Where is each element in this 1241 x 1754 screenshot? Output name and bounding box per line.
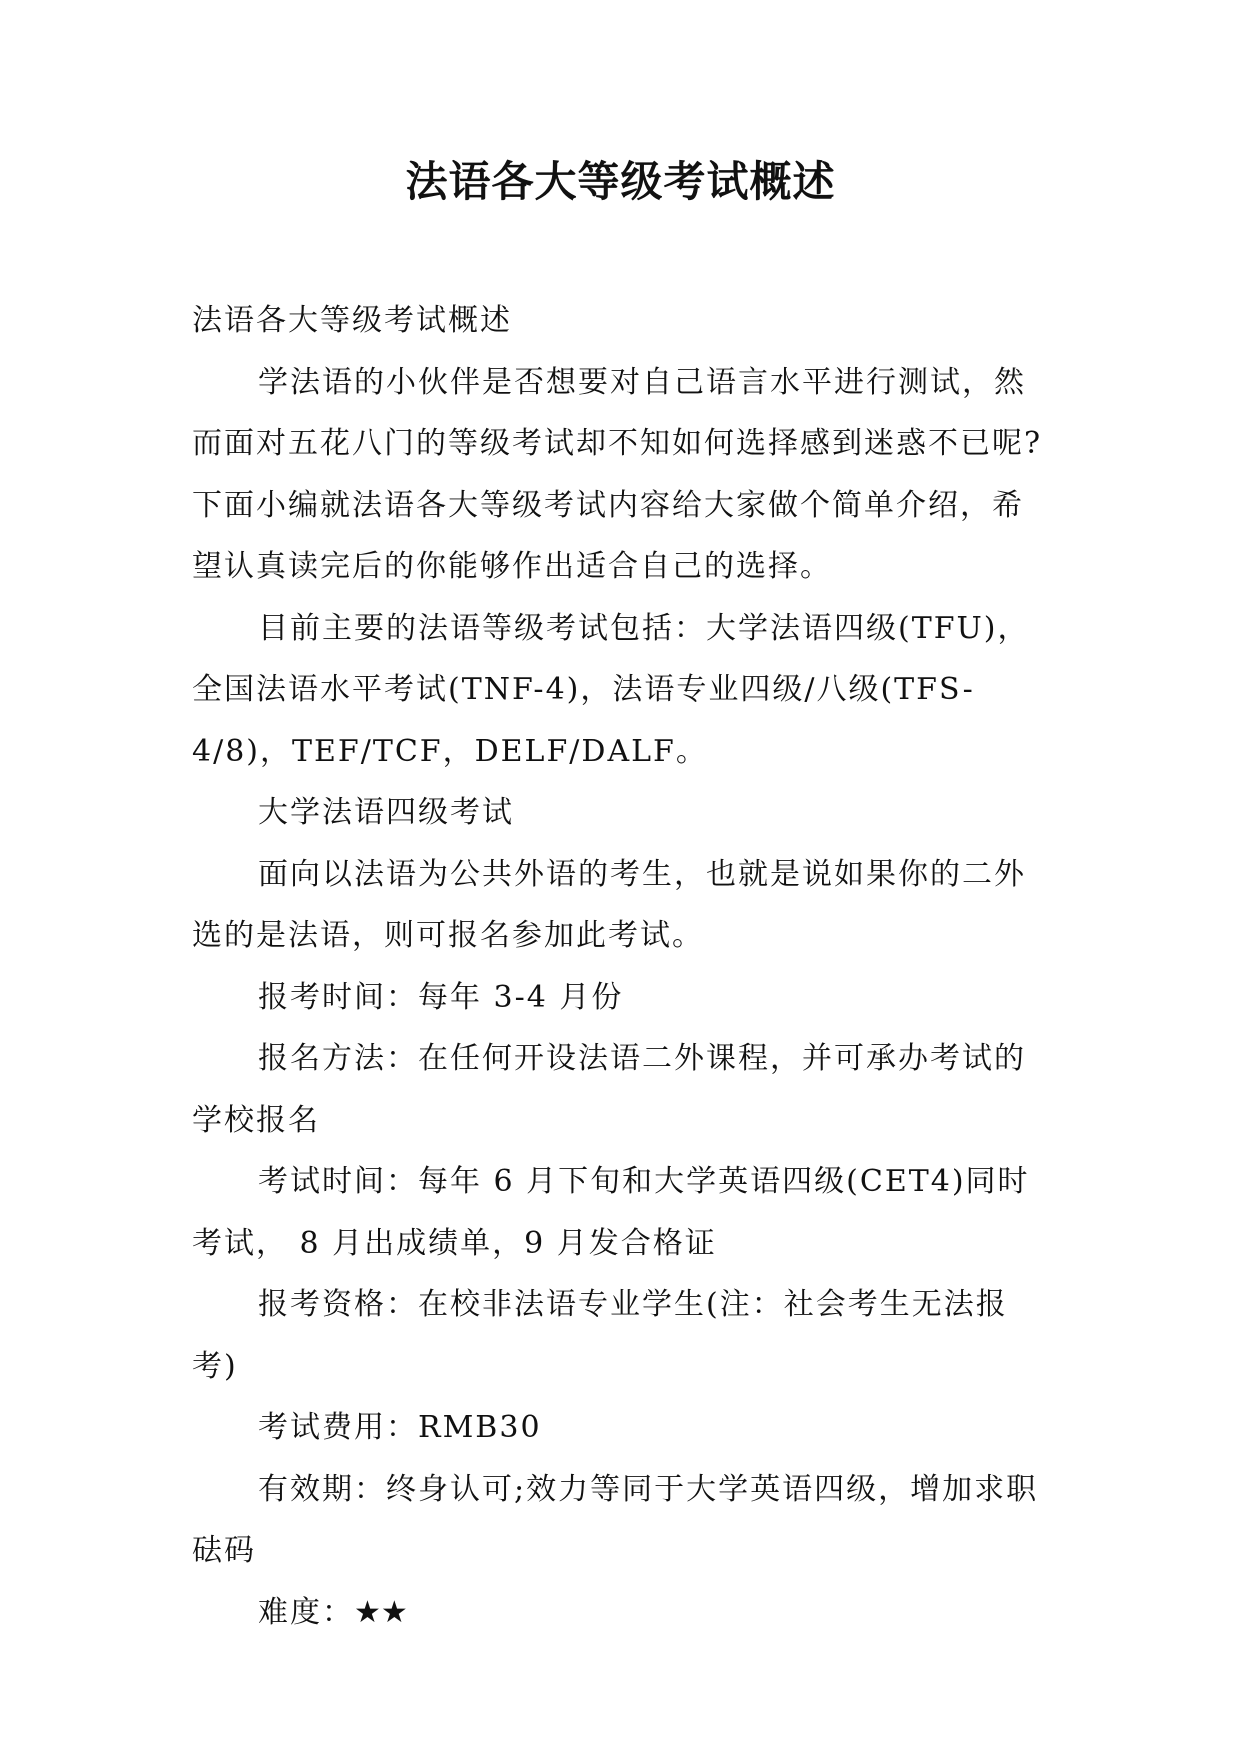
- paragraph-heading: 法语各大等级考试概述: [192, 303, 512, 338]
- paragraph-registration-method: 报名方法：在任何开设法语二外课程，并可承办考试的学校报名: [192, 1041, 1026, 1138]
- paragraph-exam-fee: 考试费用：RMB30: [258, 1410, 542, 1445]
- paragraph-difficulty: [192, 1582, 1052, 1644]
- document-title: 法语各大等级考试概述: [405, 157, 836, 206]
- difficulty-label: 难度：: [258, 1594, 354, 1630]
- paragraph-registration-time: 报考时间：每年 3-4 月份: [258, 979, 624, 1015]
- paragraph-target-audience: 面向以法语为公共外语的考生，也就是说如果你的二外选的是法语，则可报名参加此考试。: [192, 856, 1026, 953]
- paragraph-exam-list: 目前主要的法语等级考试包括：大学法语四级(TFU)，全国法语水平考试(TNF-4)，法语专业四级/八级(TFS-4/8)，TEF/TCF，DELF/DALF。: [192, 610, 1030, 769]
- document-body: [192, 290, 1052, 1643]
- paragraph-eligibility: 报考资格：在校非法语专业学生(注：社会考生无法报考): [192, 1287, 1008, 1384]
- paragraph-intro: 学法语的小伙伴是否想要对自己语言水平进行测试，然而面对五花八门的等级考试却不知如何选择感到迷惑不已呢?下面小编就法语各大等级考试内容给大家做个简单介绍，希望认真读完后的你能够作出适合自己的选择。: [192, 364, 1043, 584]
- paragraph-exam-time: 考试时间：每年 6 月下旬和大学英语四级(CET4)同时考试， 8 月出成绩单，9 月发合格证: [192, 1164, 1030, 1261]
- section-heading-tfu: 大学法语四级考试: [258, 795, 514, 830]
- difficulty-stars-icon: ★★: [354, 1594, 408, 1630]
- paragraph-validity: 有效期：终身认可;效力等同于大学英语四级，增加求职砝码: [192, 1471, 1039, 1568]
